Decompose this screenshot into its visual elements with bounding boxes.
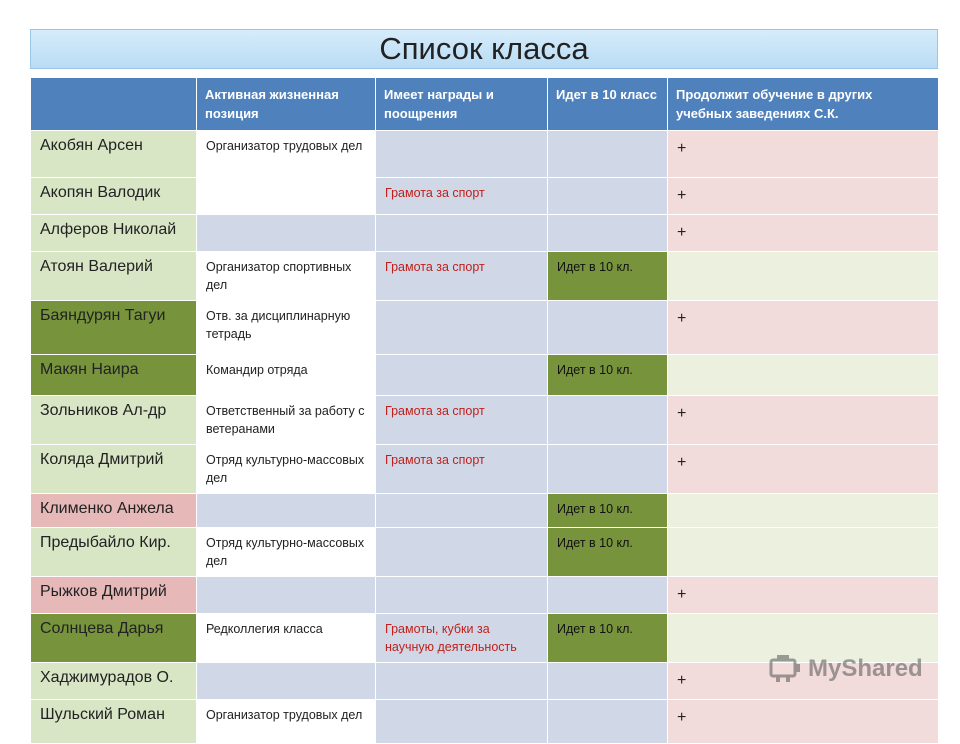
award-cell xyxy=(376,494,548,528)
award-cell xyxy=(376,301,548,355)
tenth-grade-cell xyxy=(548,301,668,355)
award-cell: Грамота за спорт xyxy=(376,252,548,301)
student-name: Предыбайло Кир. xyxy=(31,528,197,577)
other-school-cell: + xyxy=(668,131,939,178)
table-row xyxy=(31,252,939,301)
award-cell xyxy=(376,700,548,744)
student-name: Акопян Валодик xyxy=(31,178,197,215)
table-row xyxy=(31,577,939,614)
watermark xyxy=(768,654,923,684)
table-row xyxy=(31,396,939,445)
position-cell: Редколлегия класса xyxy=(197,614,376,663)
other-school-cell: + xyxy=(668,663,939,700)
header-tenth-grade: Идет в 10 класс xyxy=(548,78,668,131)
other-school-cell xyxy=(668,355,939,396)
other-school-cell: + xyxy=(668,445,939,494)
position-cell: Организатор трудовых дел xyxy=(197,131,376,178)
position-cell: Отв. за дисциплинарную тетрадь xyxy=(197,301,376,355)
award-cell xyxy=(376,528,548,577)
table-row xyxy=(31,700,939,744)
tenth-grade-cell xyxy=(548,577,668,614)
title-bar xyxy=(30,29,938,69)
other-school-cell: + xyxy=(668,577,939,614)
student-name: Атоян Валерий xyxy=(31,252,197,301)
other-school-cell: + xyxy=(668,700,939,744)
tenth-grade-cell xyxy=(548,663,668,700)
student-name: Баяндурян Тагуи xyxy=(31,301,197,355)
header-awards: Имеет награды и поощрения xyxy=(376,78,548,131)
award-cell xyxy=(376,577,548,614)
page-title: Список класса xyxy=(379,31,589,66)
table-row xyxy=(31,528,939,577)
tenth-grade-cell: Идет в 10 кл. xyxy=(548,252,668,301)
award-cell: Грамота за спорт xyxy=(376,396,548,445)
header-row xyxy=(31,78,939,131)
student-name: Макян Наира xyxy=(31,355,197,396)
position-cell xyxy=(197,577,376,614)
position-cell: Отряд культурно-массовых дел xyxy=(197,528,376,577)
student-name: Солнцева Дарья xyxy=(31,614,197,663)
student-name: Коляда Дмитрий xyxy=(31,445,197,494)
other-school-cell: + xyxy=(668,396,939,445)
header-name xyxy=(31,78,197,131)
award-cell xyxy=(376,215,548,252)
watermark-text: MyShared xyxy=(808,655,923,682)
student-name: Рыжков Дмитрий xyxy=(31,577,197,614)
position-cell xyxy=(197,178,376,215)
award-cell: Грамота за спорт xyxy=(376,445,548,494)
table-row xyxy=(31,301,939,355)
tenth-grade-cell xyxy=(548,445,668,494)
award-cell xyxy=(376,131,548,178)
tenth-grade-cell: Идет в 10 кл. xyxy=(548,494,668,528)
myshared-logo-icon xyxy=(768,654,802,684)
table-row xyxy=(31,355,939,396)
award-cell xyxy=(376,663,548,700)
tenth-grade-cell xyxy=(548,700,668,744)
other-school-cell: + xyxy=(668,178,939,215)
tenth-grade-cell xyxy=(548,178,668,215)
other-school-cell xyxy=(668,494,939,528)
position-cell: Организатор спортивных дел xyxy=(197,252,376,301)
award-cell xyxy=(376,355,548,396)
other-school-cell xyxy=(668,528,939,577)
tenth-grade-cell: Идет в 10 кл. xyxy=(548,528,668,577)
position-cell xyxy=(197,494,376,528)
tenth-grade-cell xyxy=(548,215,668,252)
header-other-school: Продолжит обучение в других учебных заведениях С.К. xyxy=(668,78,939,131)
class-table xyxy=(30,77,939,744)
other-school-cell: + xyxy=(668,301,939,355)
header-position: Активная жизненная позиция xyxy=(197,78,376,131)
student-name: Шульский Роман xyxy=(31,700,197,744)
award-cell: Грамоты, кубки за научную деятельность xyxy=(376,614,548,663)
position-cell: Отряд культурно-массовых дел xyxy=(197,445,376,494)
table-row xyxy=(31,494,939,528)
student-name: Клименко Анжела xyxy=(31,494,197,528)
tenth-grade-cell: Идет в 10 кл. xyxy=(548,355,668,396)
tenth-grade-cell: Идет в 10 кл. xyxy=(548,614,668,663)
award-cell: Грамота за спорт xyxy=(376,178,548,215)
table-row xyxy=(31,131,939,178)
table-row xyxy=(31,445,939,494)
other-school-cell xyxy=(668,252,939,301)
position-cell: Ответственный за работу с ветеранами xyxy=(197,396,376,445)
position-cell xyxy=(197,663,376,700)
student-name: Акобян Арсен xyxy=(31,131,197,178)
position-cell: Организатор трудовых дел xyxy=(197,700,376,744)
student-name: Алферов Николай xyxy=(31,215,197,252)
other-school-cell: + xyxy=(668,215,939,252)
table-row xyxy=(31,215,939,252)
position-cell xyxy=(197,215,376,252)
tenth-grade-cell xyxy=(548,396,668,445)
student-name: Зольников Ал-др xyxy=(31,396,197,445)
tenth-grade-cell xyxy=(548,131,668,178)
table-row xyxy=(31,178,939,215)
student-name: Хаджимурадов О. xyxy=(31,663,197,700)
position-cell: Командир отряда xyxy=(197,355,376,396)
